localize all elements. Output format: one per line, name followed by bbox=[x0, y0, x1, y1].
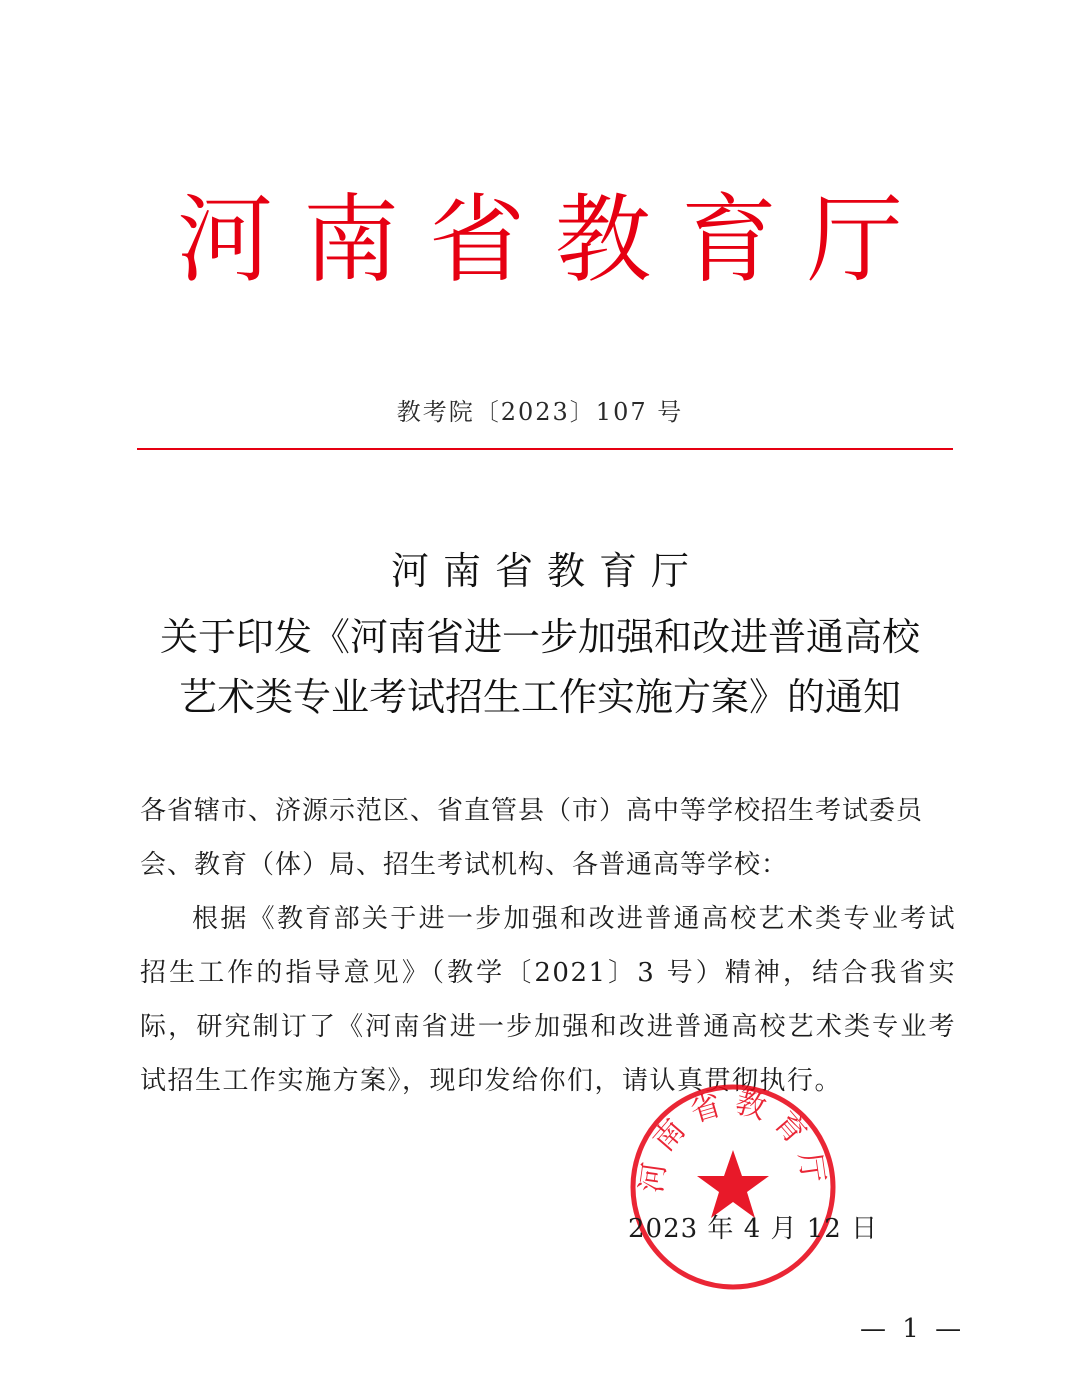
document-title-line-2: 关于印发《河南省进一步加强和改进普通高校 bbox=[159, 615, 920, 659]
official-seal bbox=[628, 1082, 838, 1292]
document-title-line-1: 河南省教育厅 bbox=[390, 549, 703, 593]
issue-date: 2023 年 4 月 12 日 bbox=[628, 1214, 879, 1244]
document-number: 教考院〔2023〕107 号 bbox=[396, 398, 684, 426]
red-divider-line bbox=[137, 448, 953, 450]
seal-text: 河南省教育厅 bbox=[634, 1085, 832, 1195]
addressee: 各省辖市、济源示范区、省直管县（市）高中等学校招生考试委员会、教育（体）局、招生考试机构、各普通高等学校： bbox=[140, 796, 924, 880]
document-title-line-3: 艺术类专业考试招生工作实施方案》的通知 bbox=[178, 675, 901, 719]
body-paragraph: 根据《教育部关于进一步加强和改进普通高校艺术类专业考试招生工作的指导意见》（教学〔2021〕3 号）精神，结合我省实际，研究制订了《河南省进一步加强和改进普通高校艺术类专业考试招生工作实施方案》，现印发给你们，请认真贯彻执行。 bbox=[140, 904, 956, 1096]
page-number: — 1 — bbox=[860, 1314, 966, 1344]
masthead-title: 河南省教育厅 bbox=[177, 184, 933, 296]
